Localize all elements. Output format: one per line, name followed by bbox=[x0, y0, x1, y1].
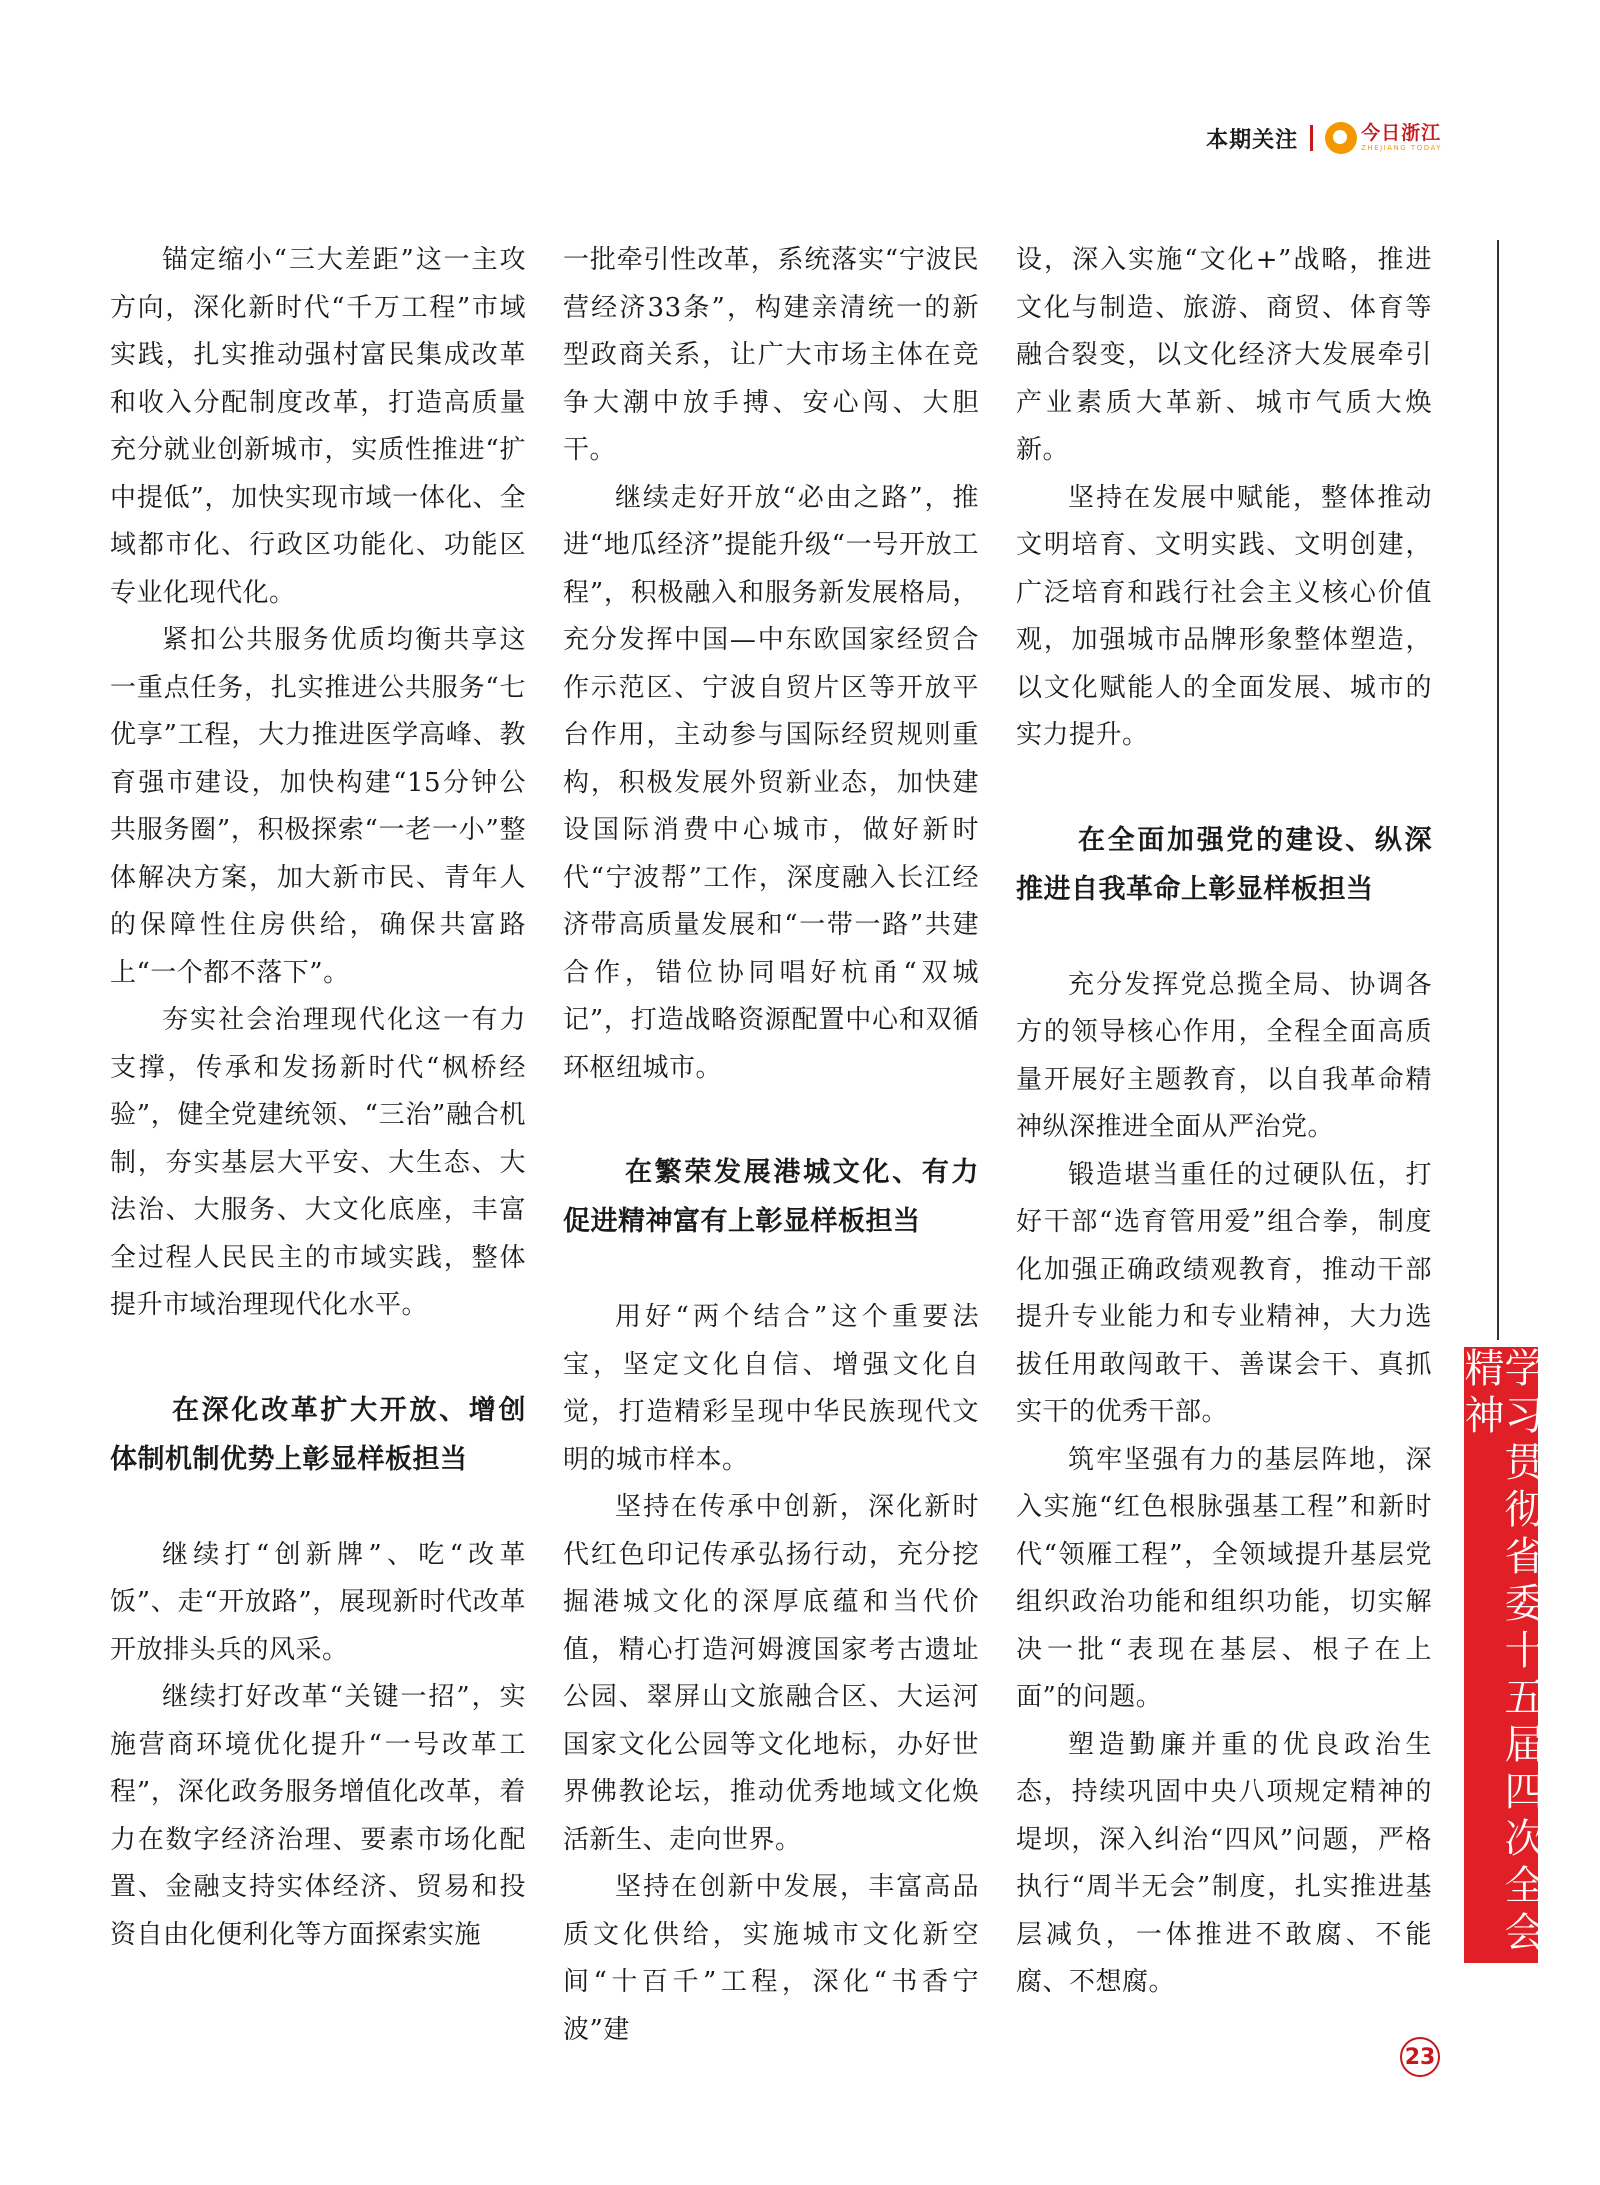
paragraph: 坚持在创新中发展，丰富高品质文化供给，实施城市文化新空间“十百千”工程，深化“书香宁波”建 bbox=[563, 1872, 979, 2045]
logo-chinese-name: 今日浙江 bbox=[1361, 122, 1442, 144]
paragraph: 筑牢坚强有力的基层阵地，深入实施“红色根脉强基工程”和新时代“领雁工程”，全领域提升基层党组织政治功能和组织功能，切实解决一批“表现在基层、根子在上面”的问题。 bbox=[1016, 1444, 1432, 1712]
paragraph: 夯实社会治理现代化这一有力支撑，传承和发扬新时代“枫桥经验”，健全党建统领、“三治”融合机制，夯实基层大平安、大生态、大法治、大服务、大文化底座，丰富全过程人民民主的市域实践，整体提升市域治理现代化水平。 bbox=[110, 1005, 526, 1320]
side-divider-rule bbox=[1497, 240, 1499, 1340]
paragraph: 坚持在传承中创新，深化新时代红色印记传承弘扬行动，充分挖掘港城文化的深厚底蕴和当代价值，精心打造河姆渡国家考古遗址公园、翠屏山文旅融合区、大运河国家文化公园等文化地标，办好世界佛教论坛，推动优秀地域文化焕活新生、走向世界。 bbox=[563, 1492, 979, 1855]
header-divider bbox=[1310, 125, 1313, 151]
magazine-logo bbox=[1325, 122, 1442, 154]
side-theme-banner bbox=[1458, 1347, 1544, 1963]
text-column-2 bbox=[563, 237, 979, 2054]
paragraph: 用好“两个结合”这个重要法宝，坚定文化自信、增强文化自觉，打造精彩呈现中华民族现代文明的城市样本。 bbox=[563, 1302, 979, 1475]
section-label: 本期关注 bbox=[1206, 127, 1299, 153]
paragraph-continued: 一批牵引性改革，系统落实“宁波民营经济33条”，构建亲清统一的新型政商关系，让广大市场主体在竞争大潮中放手搏、安心闯、大胆干。 bbox=[563, 245, 979, 465]
page-header bbox=[1206, 118, 1442, 158]
text-column-1 bbox=[110, 237, 526, 1959]
paragraph-continued: 设，深入实施“文化+”战略，推进文化与制造、旅游、商贸、体育等融合裂变，以文化经济大发展牵引产业素质大革新、城市气质大焕新。 bbox=[1016, 245, 1432, 465]
section-heading: 在全面加强党的建设、纵深推进自我革命上彰显样板担当 bbox=[1016, 824, 1432, 905]
section-heading: 在深化改革扩大开放、增创体制机制优势上彰显样板担当 bbox=[110, 1394, 526, 1475]
text-column-3 bbox=[1016, 237, 1432, 2007]
logo-english-name: ZHEJIANG TODAY bbox=[1361, 144, 1442, 152]
paragraph: 锻造堪当重任的过硬队伍，打好干部“选育管用爱”组合拳，制度化加强正确政绩观教育，推动干部提升专业能力和专业精神，大力选拔任用敢闯敢干、善谋会干、真抓实干的优秀干部。 bbox=[1016, 1159, 1432, 1427]
paragraph: 坚持在发展中赋能，整体推动文明培育、文明实践、文明创建，广泛培育和践行社会主义核心价值观，加强城市品牌形象整体塑造，以文化赋能人的全面发展、城市的实力提升。 bbox=[1016, 482, 1432, 750]
paragraph: 继续打“创新牌”、吃“改革饭”、走“开放路”，展现新时代改革开放排头兵的风采。 bbox=[110, 1539, 526, 1665]
paragraph: 紧扣公共服务优质均衡共享这一重点任务，扎实推进公共服务“七优享”工程，大力推进医学高峰、教育强市建设，加快构建“15分钟公共服务圈”，积极探索“一老一小”整体解决方案，加大新市民、青年人的保障性住房供给，确保共富路上“一个都不落下”。 bbox=[110, 625, 526, 988]
paragraph: 锚定缩小“三大差距”这一主攻方向，深化新时代“千万工程”市域实践，扎实推动强村富民集成改革和收入分配制度改革，打造高质量充分就业创新城市，实质性推进“扩中提低”，加快实现市域一体化、全域都市化、行政区功能化、功能区专业化现代化。 bbox=[110, 245, 526, 608]
side-banner-text: 学习贯彻省委十五届四次全会精神 bbox=[1458, 1347, 1544, 1958]
section-heading: 在繁荣发展港城文化、有力促进精神富有上彰显样板担当 bbox=[563, 1157, 979, 1237]
logo-mark-icon bbox=[1325, 122, 1357, 154]
paragraph: 继续走好开放“必由之路”，推进“地瓜经济”提能升级“一号开放工程”，积极融入和服务新发展格局，充分发挥中国—中东欧国家经贸合作示范区、宁波自贸片区等开放平台作用，主动参与国际经贸规则重构，积极发展外贸新业态，加快建设国际消费中心城市，做好新时代“宁波帮”工作，深度融入长江经济带高质量发展和“一带一路”共建合作，错位协同唱好杭甬“双城记”，打造战略资源配置中心和双循环枢纽城市。 bbox=[563, 482, 979, 1083]
logo-text bbox=[1361, 124, 1442, 152]
page-number: 23 bbox=[1400, 2037, 1440, 2077]
paragraph: 塑造勤廉并重的优良政治生态，持续巩固中央八项规定精神的堤坝，深入纠治“四风”问题，严格执行“周半无会”制度，扎实推进基层减负，一体推进不敢腐、不能腐、不想腐。 bbox=[1016, 1729, 1432, 1997]
paragraph: 继续打好改革“关键一招”，实施营商环境优化提升“一号改革工程”，深化政务服务增值化改革，着力在数字经济治理、要素市场化配置、金融支持实体经济、贸易和投资自由化便利化等方面探索实施 bbox=[110, 1682, 526, 1950]
paragraph: 充分发挥党总揽全局、协调各方的领导核心作用，全程全面高质量开展好主题教育，以自我革命精神纵深推进全面从严治党。 bbox=[1016, 969, 1432, 1142]
